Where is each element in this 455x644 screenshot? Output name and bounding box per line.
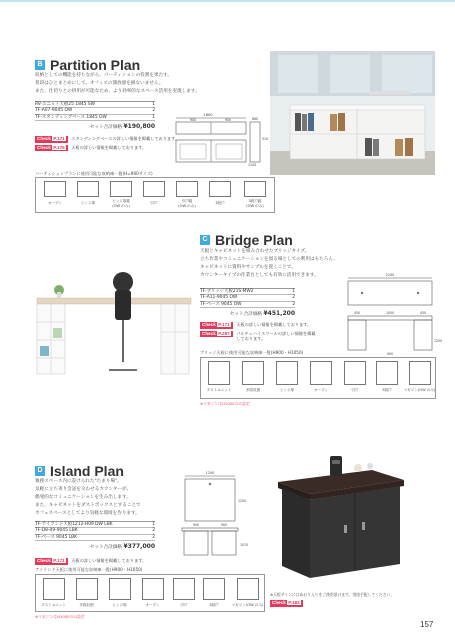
section-title: Island Plan (50, 463, 124, 479)
spec-row (35, 115, 155, 121)
partition-variation-list (35, 177, 275, 213)
check-page: P.171 (53, 558, 65, 563)
spec-qty: 2 (152, 108, 155, 114)
total-label: セット合計価格 (229, 312, 263, 318)
check-badge (200, 322, 233, 329)
dim-label: 1200 (238, 499, 247, 503)
cabinet-hinge-door-icon (109, 578, 131, 600)
bridge-checks (200, 320, 340, 341)
dim-label: 900 (386, 352, 394, 356)
check-text: スタンディングベースの詳しい情報を掲載しております。 (71, 136, 180, 142)
dim-label: 1050 (385, 311, 395, 315)
dim-label: 1140 (248, 163, 257, 167)
dim-label: 900 (192, 523, 200, 527)
section-title: Partition Plan (50, 57, 141, 73)
total-value: ¥451,200 (263, 310, 295, 318)
spec-name: TF-ベース 9045 LBK (35, 534, 78, 540)
spec-name: TF-A07-9045 OW (35, 108, 73, 114)
dim-label: 1200 (434, 339, 443, 343)
section-badge: B (35, 60, 45, 70)
variation-item (38, 578, 69, 608)
variation-item (106, 181, 136, 209)
variation-label: マガジン(OW のみ) (403, 388, 436, 392)
cabinet-three-door-icon (203, 578, 225, 600)
check-page: P.182 (288, 600, 300, 605)
spec-name: TF-スタンディングベース 1845 OW (35, 114, 107, 120)
variation-label: ダストユニット (41, 603, 66, 607)
spec-qty: 1 (152, 102, 155, 107)
spec-qty: 1 (292, 289, 295, 294)
check-page: P.175 (53, 144, 65, 150)
check-reference[interactable] (200, 331, 340, 341)
set-total (35, 543, 155, 550)
dim-label: 450 (419, 311, 427, 315)
cabinet-sliding-door-icon (173, 578, 195, 600)
spec-qty: 1 (152, 522, 155, 527)
cabinet-hinge-door-icon (276, 361, 298, 385)
check-badge (35, 145, 68, 152)
variation-item (203, 361, 235, 393)
variation-item (170, 578, 198, 608)
variation-label: 引戸 (180, 603, 188, 607)
check-label: Check (202, 330, 216, 336)
variation-item (305, 361, 337, 393)
cabinet-magazine-icon (237, 578, 259, 600)
island-spec-table (35, 521, 155, 550)
variation-item (139, 181, 169, 206)
variation-item (373, 361, 401, 393)
variation-item (73, 181, 103, 206)
cabinet-sliding-door-icon (143, 181, 165, 197)
total-value: ¥190,800 (123, 123, 155, 131)
spec-name: TF-ベース 9045 OW (200, 301, 242, 307)
check-reference[interactable] (200, 322, 340, 329)
dim-label: 450 (353, 311, 361, 315)
partition-description: 収納としての機能を持ちながら、パーティションの役割を果たす。 普段はひとまとめにして、オフィスの開放感を損ないません。 また、仕切りとの併用が可能なため、より効率的なスペース活用を実現します。 (35, 73, 200, 94)
spec-qty: 2 (292, 295, 295, 301)
spec-name: TF-D8-09-9045 LBK (35, 528, 78, 534)
variation-item (172, 181, 202, 209)
spec-qty: 1 (152, 114, 155, 120)
variation-label: ヒンジ扉 (112, 603, 127, 607)
spec-name: TF-アイランド天板1212-H09 DW LBK (35, 522, 113, 527)
check-page: P.171 (218, 322, 230, 327)
variation-item (339, 361, 371, 393)
cabinet-sliding-lock-icon (176, 181, 198, 197)
check-page: P.171 (53, 136, 65, 141)
variation-label: ヒンジ扉 (279, 388, 295, 392)
variation-item (200, 578, 228, 608)
check-label: Check (37, 136, 51, 141)
spec-qty: 2 (292, 301, 295, 307)
check-label: Check (37, 144, 51, 150)
check-badge (35, 558, 68, 565)
cabinet-sliding-door-icon (344, 361, 366, 385)
variation-label: オープン (313, 388, 329, 392)
variation-label: オープン (47, 201, 63, 205)
spec-name: TF-ブリッジ天板21S MW2 (200, 289, 254, 294)
bridge-variation-list (200, 357, 436, 399)
island-variation-note: ※マガジンはH1050のみ設定 (35, 614, 85, 619)
dim-label: 680 (251, 117, 259, 121)
partition-spec-table (35, 101, 155, 130)
cabinet-dust-unit-icon (208, 361, 230, 385)
variation-item (403, 361, 436, 393)
check-text: パルチェハイスツールの詳しい情報を掲載 しております。 (236, 330, 316, 341)
cabinet-three-door-icon (376, 361, 398, 385)
island-photo-check[interactable] (270, 600, 303, 607)
bridge-heading (200, 232, 293, 248)
variation-item (71, 578, 102, 608)
check-page: P.287 (218, 330, 230, 336)
variation-item (137, 578, 168, 608)
dim-label: 900 (220, 523, 228, 527)
cabinet-open-icon (310, 361, 332, 385)
partition-photo (270, 51, 435, 175)
total-label: セット合計価格 (89, 125, 123, 131)
cabinet-three-door-icon (209, 181, 231, 197)
variation-item (104, 578, 135, 608)
bridge-description: 天板とキャビネットを組み合わせたブリッジタイプ。 立ち作業やコミュニケーションを図る場としての利用はもちろん、 キャビネットに資料やサンプルを置くことで、 カウンタータイプの作業台としても有効に活用できます。 (200, 249, 338, 278)
variation-label: 引戸 (351, 388, 359, 392)
island-description: 執務スペース内に設けられた"たまり場"。 気軽に立ち寄り会話を交わせるカウンターが、 偶発的なコミュニケーションを生み出します。 また、キャビネットをダストボックスとすることで カフェスペースとしてより気軽な環境を作ります。 (35, 479, 141, 516)
spec-qty: 2 (152, 528, 155, 534)
variation-label: 3段戸錠 (OW のみ) (246, 199, 264, 208)
dim-label: 900 (189, 118, 197, 122)
variation-label: 3段戸 (209, 603, 219, 607)
variation-item (230, 578, 265, 608)
total-label: セット合計価格 (89, 545, 123, 551)
bridge-variation-note: ※マガジンはH1050のみ設定 (200, 401, 250, 406)
dim-label: 310 (262, 137, 269, 141)
variation-label: ダストユニット (206, 388, 232, 392)
partition-heading (35, 57, 140, 73)
cabinet-multi-shelf-icon (76, 578, 98, 600)
partition-variation-label: バーティションプランに使用可能な収納庫一覧(H=900サイズ) (35, 171, 153, 176)
variation-label: オープン (145, 603, 160, 607)
spec-row (200, 302, 295, 308)
island-checks (35, 556, 175, 565)
check-text: 天板の詳しい情報を掲載しております。 (236, 322, 312, 328)
spec-name: RV-ユニット天板25 1845 SW (35, 102, 95, 107)
variation-item (271, 361, 303, 393)
set-total (35, 123, 155, 130)
variation-label: ヒンジ扉 (80, 201, 96, 205)
page-number: 157 (420, 620, 434, 629)
cabinet-hinge-lock-icon (110, 181, 132, 197)
variation-label: 3段戸 (215, 201, 225, 205)
variation-label: マガジン(OW のみ) (231, 603, 264, 607)
island-photo (270, 450, 410, 585)
island-dimension-drawing (160, 470, 260, 560)
bridge-spec-table (200, 288, 295, 317)
island-heading (35, 463, 124, 479)
section-badge: D (35, 466, 45, 476)
variation-label: 多段収納 (79, 603, 94, 607)
island-variation-list (35, 574, 265, 612)
section-title: Bridge Plan (215, 232, 293, 248)
dim-label: 900 (224, 118, 232, 122)
dim-label: 1200 (205, 471, 215, 475)
check-badge (35, 136, 68, 143)
spec-row (35, 535, 155, 541)
spec-name: TF-A11-9045 OW (200, 295, 238, 301)
variation-item (205, 181, 235, 206)
check-text: 天板の詳しい情報を掲載しております。 (71, 144, 147, 150)
check-label: Check (202, 322, 216, 327)
island-variation-label: アイランド天板に使用可能な収納庫一覧(H900・H1050) (35, 567, 143, 572)
variation-label: 引戸 (150, 201, 158, 205)
spec-qty: 2 (152, 534, 155, 540)
variation-item (40, 181, 70, 206)
top-accent-line (0, 0, 455, 2)
check-label: Check (272, 600, 286, 605)
variation-label: ヒンジ扉錠 (OW のみ) (112, 199, 130, 208)
check-text: 天板の詳しい情報を掲載しております。 (71, 558, 147, 564)
bridge-photo (35, 262, 200, 382)
cabinet-open-icon (142, 578, 164, 600)
cabinet-hinge-door-icon (77, 181, 99, 197)
set-total (200, 310, 295, 317)
island-photo-note: ※天板サインにはあおり入りをご使用頂けます。別途手配してください。 (270, 592, 395, 597)
dim-label: 2100 (385, 273, 395, 277)
check-label: Check (37, 558, 51, 563)
cabinet-dust-unit-icon (43, 578, 65, 600)
cabinet-open-icon (44, 181, 66, 197)
variation-item (238, 181, 272, 209)
cabinet-multi-shelf-icon (242, 361, 264, 385)
section-badge: C (200, 235, 210, 245)
variation-item (237, 361, 269, 393)
bridge-variation-label: ブリッジ天板に使用可能な収納庫一覧(H900・H1050) (200, 350, 304, 355)
cabinet-magazine-icon (409, 361, 431, 385)
check-badge (200, 331, 233, 338)
total-value: ¥377,000 (123, 543, 155, 551)
check-badge (270, 600, 303, 607)
variation-label: 多段収納 (245, 388, 261, 392)
check-reference[interactable] (35, 558, 175, 565)
partition-dimension-drawing (168, 110, 269, 168)
variation-label: 3段戸 (382, 388, 392, 392)
dim-label: 1800 (203, 113, 213, 117)
bridge-dimension-drawing (340, 272, 443, 357)
variation-label: 引戸錠 (OW のみ) (178, 199, 196, 208)
dim-label: 1070 (240, 543, 249, 547)
cabinet-three-door-lock-icon (244, 181, 266, 197)
